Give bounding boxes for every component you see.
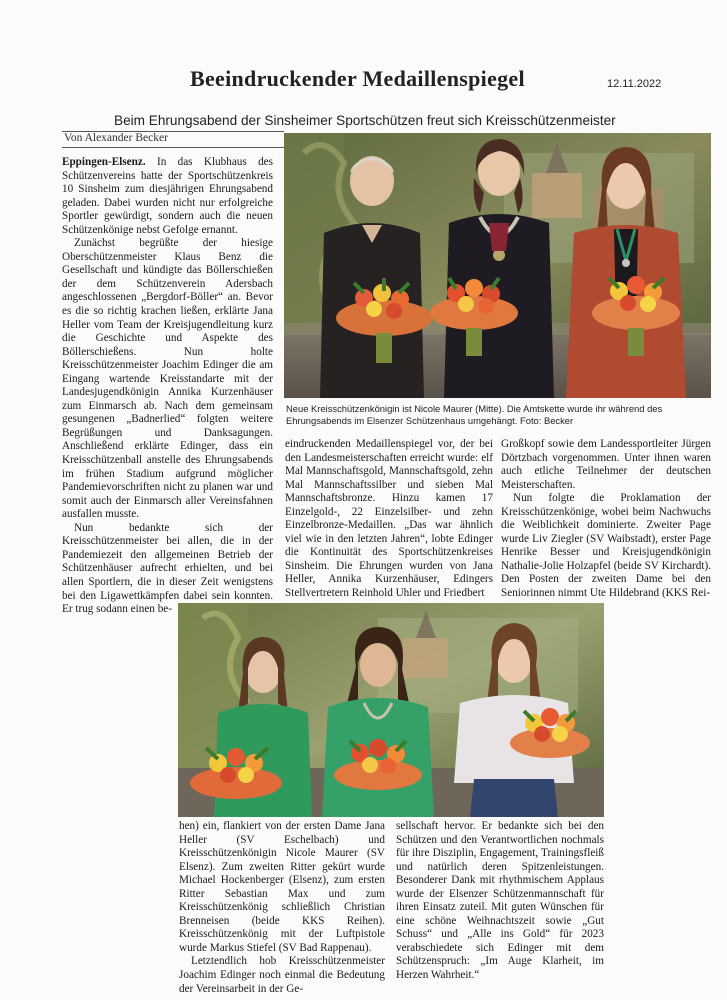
byline: Von Alexander Becker (64, 132, 168, 144)
paragraph: hen) ein, flankiert von der ersten Dame Jana Heller (SV Eschelbach) und Kreisschützenkönigin Nicole Maurer (SV Elsenz). Zum zweiten Ritter gekürt wurde Michael Hockenberger (Elsenz), zum ersten Ritter Sebastian Max und zum Kreisschützenkönig schließlich Christian Brenneisen (beide KKS Reihen). Kreisschützenkönig mit der Luftpistole wurde Markus Stiefel (SV Bad Rappenau). (179, 820, 385, 954)
photo-illustration (284, 133, 711, 398)
article-column-3 (501, 438, 711, 602)
paragraph: Großkopf sowie dem Landessportleiter Jürgen Dörtzbach vorgenommen. Unter ihnen waren auch etliche Teilnehmer der deutschen Meisterschaften. (501, 438, 711, 491)
headline: Beeindruckender Medaillenspiegel (190, 66, 525, 91)
dateline: Eppingen-Elsenz. (62, 156, 146, 168)
article-column-5 (396, 820, 604, 990)
subheadline: Beim Ehrungsabend der Sinsheimer Sportschützen freut sich Kreisschützenmeister (114, 113, 616, 128)
article-column-1 (62, 156, 274, 616)
byline-rule-bottom (62, 147, 284, 148)
article-column-2 (285, 438, 493, 602)
photo-jugendkoenige (178, 603, 604, 817)
paragraph: Nun folgte die Proklamation der Kreisschützenkönige, wobei beim Nachwuchs die Weiblichkeit dominierte. Zweiter Page wurde Liv Ziegler (SV Waibstadt), erster Page Henrike Besser und Kreisjugendkönigin Nathalie-Jolie Holzapfel (beide SV Kirchardt). Den Posten der zweiten Dame bei den Seniorinnen nimmt Ute Hildebrand (KKS Rei- (501, 492, 711, 600)
photo-illustration (178, 603, 604, 817)
paragraph (62, 156, 273, 237)
paragraph: eindruckenden Medaillenspiegel vor, der bei den Landesmeisterschaften erreicht wurde: elf Mal Mannschaftsgold, Mannschaftsgold, zehn Mal Mannschaftssilber und sieben Mal Mannschaftsbronze. Hinzu kamen 17 Einzelgold-, 22 Einzelsilber- und zehn Einzelbronze-Medaillen. „Das war ähnlich viel wie in den letzten Jahren“, lobte Edinger die Kontinuität des Sportschützenkreises Sinsheim. Die Ehrungen wurden von Jana Heller, Annika Kurzenhäuser, Edingers Stellvertretern Reinhold Uhler und Friedbert (285, 438, 493, 600)
publication-date: 12.11.2022 (607, 78, 662, 90)
paragraph-text: In das Klubhaus des Schützenvereins hatte der Sportschützenkreis 10 Sinsheim zum diesjährigen Ehrungsabend geladen. Dabei wurden nicht nur erfolgreiche Sportler gewürdigt, sondern auch die neuen Schützenkönige nebst Gefolge ernannt. (62, 156, 274, 236)
paragraph: sellschaft hervor. Er bedankte sich bei den Schützen und den Verantwortlichen nochmals für ihre Disziplin, Engagement, Trainingsfleiß und natürlich deren Spitzenleistungen. Besonderer Dank mit rhythmischem Applaus wurde der Elsenzer Schützenmannschaft für ihren Einsatz zuteil. Mit guten Wünschen für eine schöne Weihnachtszeit sowie „Gut Schuss“ und „Alle ins Gold“ für 2023 verabschiedete sich Edinger mit dem Schützenspruch: „Im Auge Klarheit, im Herzen Wahrheit.“ (396, 820, 604, 982)
photo-caption: Neue Kreisschützenkönigin ist Nicole Maurer (Mitte). Die Amtskette wurde ihr während des Ehrungsabends im Elsenzer Schützenhaus umgehängt. Foto: Becker (286, 403, 663, 426)
article-column-4 (179, 820, 385, 995)
paragraph: Nun bedankte sich der Kreisschützenmeister bei allen, die in der Pandemiezeit den allgemeinen Betrieb der Schützenhäuser aufrecht erhielten, und bei allen Sportlern, die in dieser Zeit wenigstens bei den Ligawettkämpfen dabei sein konnten. Er trug sodann einen be- (62, 521, 273, 616)
paragraph: Zunächst begrüßte der hiesige Oberschützenmeister Klaus Benz die Gesellschaft und kündigte das Böllerschießen der dem Schützenverein Adersbach angeschlossenen „Bergdorf-Böller“ an. Bevor es die so richtig krachen ließen, erklärte Jana Heller vom Team der Kreisjugendleitung kurz die Geschichte und Aspekte des Böllerschießens. Nun holte Kreisschützenmeister Joachim Edinger die am Eingang wartende Kreisstandarte mit der Landesjugendkönigin Annika Kurzenhäuser zum Einmarsch ab. Nach dem gemeinsam gesungenen „Badnerlied“ folgten weitere Begrüßungen und Danksagungen. Anschließend erklärte Edinger, dass ein Kreisschützenball anstelle des Ehrungsabends im frühen Stadium aufgrund möglicher Pandemievorschriften nicht zu planen war und somit auch der Einmarsch aller Vereinsfahnen ausfallen musste. (62, 237, 273, 521)
photo-kreisschuetzenkoenigin (284, 133, 711, 398)
paragraph: Letztendlich hob Kreisschützenmeister Joachim Edinger noch einmal die Bedeutung der Vereinsarbeit in der Ge- (179, 955, 385, 995)
